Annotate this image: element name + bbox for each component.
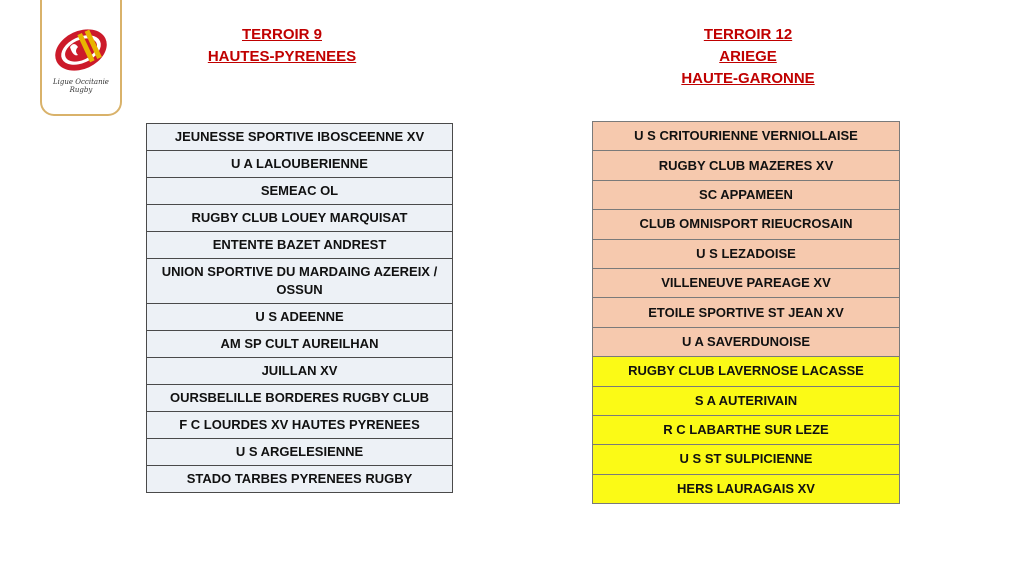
club-cell: U S ARGELESIENNE [147, 439, 453, 466]
club-cell: U A LALOUBERIENNE [147, 151, 453, 178]
club-cell: R C LABARTHE SUR LEZE [593, 415, 900, 444]
rugby-ball-icon [50, 22, 112, 78]
heading-terroir-9 [182, 24, 382, 68]
table-row [593, 327, 900, 356]
table-row [147, 259, 453, 304]
heading-line: TERROIR 9 [241, 26, 322, 43]
table-row [147, 178, 453, 205]
club-cell: RUGBY CLUB LAVERNOSE LACASSE [593, 357, 900, 386]
heading-line: ARIEGE [719, 48, 777, 65]
club-cell: JUILLAN XV [147, 358, 453, 385]
club-cell: U S LEZADOISE [593, 239, 900, 268]
club-cell: U S ADEENNE [147, 304, 453, 331]
table-row [593, 122, 900, 151]
table-row [147, 439, 453, 466]
table-row [147, 151, 453, 178]
table-row [593, 474, 900, 503]
club-cell: RUGBY CLUB LOUEY MARQUISAT [147, 205, 453, 232]
table-row [593, 298, 900, 327]
table-row [147, 232, 453, 259]
table-row [593, 445, 900, 474]
table-row [147, 331, 453, 358]
heading-terroir-12 [648, 24, 848, 90]
table-row [593, 151, 900, 180]
club-cell: S A AUTERIVAIN [593, 386, 900, 415]
table-row [147, 412, 453, 439]
club-cell: JEUNESSE SPORTIVE IBOSCEENNE XV [147, 124, 453, 151]
heading-line: HAUTES-PYRENEES [207, 48, 357, 65]
club-cell: U A SAVERDUNOISE [593, 327, 900, 356]
table-row [147, 205, 453, 232]
heading-line: TERROIR 12 [703, 26, 793, 43]
table-row [593, 357, 900, 386]
club-cell: CLUB OMNISPORT RIEUCROSAIN [593, 210, 900, 239]
table-row [147, 124, 453, 151]
club-cell: STADO TARBES PYRENEES RUGBY [147, 466, 453, 493]
club-cell: UNION SPORTIVE DU MARDAING AZEREIX / OSSUN [147, 259, 453, 304]
club-cell: ETOILE SPORTIVE ST JEAN XV [593, 298, 900, 327]
table-row [593, 268, 900, 297]
table-row [147, 358, 453, 385]
terroir-12-club-table [592, 121, 900, 504]
club-cell: ENTENTE BAZET ANDREST [147, 232, 453, 259]
table-row [593, 180, 900, 209]
heading-line: HAUTE-GARONNE [681, 70, 815, 87]
club-cell: AM SP CULT AUREILHAN [147, 331, 453, 358]
ligue-logo [40, 0, 122, 116]
club-cell: U S ST SULPICIENNE [593, 445, 900, 474]
club-cell: RUGBY CLUB MAZERES XV [593, 151, 900, 180]
table-row [593, 386, 900, 415]
club-cell: F C LOURDES XV HAUTES PYRENEES [147, 412, 453, 439]
table-row [593, 210, 900, 239]
club-cell: HERS LAURAGAIS XV [593, 474, 900, 503]
terroir-9-club-table [146, 123, 453, 493]
club-cell: VILLENEUVE PAREAGE XV [593, 268, 900, 297]
table-row [147, 466, 453, 493]
club-cell: U S CRITOURIENNE VERNIOLLAISE [593, 122, 900, 151]
club-cell: SC APPAMEEN [593, 180, 900, 209]
table-row [147, 304, 453, 331]
club-cell: OURSBELILLE BORDERES RUGBY CLUB [147, 385, 453, 412]
table-row [593, 415, 900, 444]
table-row [593, 239, 900, 268]
club-cell: SEMEAC OL [147, 178, 453, 205]
table-row [147, 385, 453, 412]
logo-caption: Ligue Occitanie Rugby [53, 78, 109, 94]
